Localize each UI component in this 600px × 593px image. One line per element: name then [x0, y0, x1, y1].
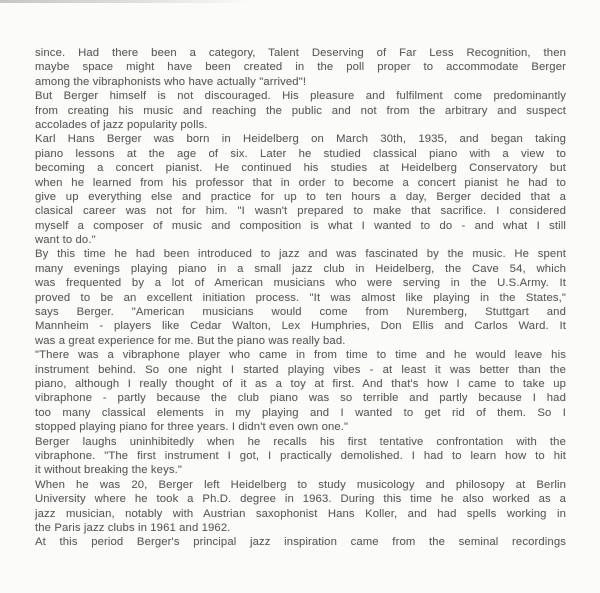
text-line: was a great experience for me. But the piano was really bad. — [35, 334, 346, 347]
text-line: want to do." — [35, 234, 96, 247]
liner-notes-text — [35, 46, 566, 550]
text-line: Mannheim - players like Cedar Walton, Lex Humphries, Don Ellis and Carlos Ward. It — [35, 320, 566, 333]
text-line: University where he took a Ph.D. degree in 1963. During this time he also worked as a — [35, 493, 566, 506]
text-line: becoming a concert pianist. He continued his studies at Heidelberg Conservatory but — [35, 162, 566, 175]
text-line: accolades of jazz popularity polls. — [35, 118, 208, 131]
text-line: When he was 20, Berger left Heidelberg to study musicology and philosopy at Berlin — [35, 478, 566, 491]
text-line: maybe space might have been created in the poll proper to accommodate Berger — [35, 61, 566, 74]
scan-artifact-line — [0, 0, 278, 3]
text-line: piano lessons at the age of six. Later he studied classical piano with a view to — [35, 147, 566, 160]
text-line: But Berger himself is not discouraged. His pleasure and fulfilment come predominantly — [35, 90, 566, 103]
text-line: it without breaking the keys." — [35, 464, 183, 477]
text-line: stopped playing piano for three years. I didn't even own one." — [35, 421, 349, 434]
text-line: was frequented by a lot of American musicians who were serving in the U.S.Army. It — [35, 277, 566, 290]
text-line: instrument behind. So one night I started playing vibes - at least it was better than the — [35, 363, 566, 376]
text-line: At this period Berger's principal jazz inspiration came from the seminal recordings — [35, 536, 566, 549]
text-line: Karl Hans Berger was born in Heidelberg on March 30th, 1935, and began taking — [35, 133, 566, 146]
text-line: myself a composer of music and composition is what I wanted to do - and what I still — [35, 219, 566, 232]
text-line: jazz musician, notably with Austrian saxophonist Hans Koller, and had spells working in — [35, 507, 566, 520]
text-line: vibraphone - partly because the club piano was so terrible and partly because I had — [35, 392, 566, 405]
text-line: "There was a vibraphone player who came in from time to time and he would leave his — [35, 349, 566, 362]
text-line: from creating his music and reaching the public and not from the arbitrary and suspect — [35, 104, 566, 117]
text-line: By this time he had been introduced to jazz and was fascinated by the music. He spent — [35, 248, 566, 261]
text-line: piano, although I really thought of it as a toy at first. And that's how I came to take up — [35, 377, 566, 390]
text-line: many evenings playing piano in a small jazz club in Heidelberg, the Cave 54, which — [35, 262, 566, 275]
text-line: give up everything else and practice for up to ten hours a day, Berger decided that a — [35, 190, 566, 203]
text-line: too many classical elements in my playing and I wanted to get rid of them. So I — [35, 406, 566, 419]
text-line: says Berger. "American musicians would come from Nuremberg, Stuttgart and — [35, 306, 566, 319]
text-line: clasical career was not for him. "I wasn't prepared to make that sacrifice. I considered — [35, 205, 566, 218]
text-line: Berger laughs uninhibitedly when he recalls his first tentative confrontation with the — [35, 435, 566, 448]
text-line: among the vibraphonists who have actually "arrived"! — [35, 75, 307, 88]
text-line: when he learned from his professor that in order to become a concert pianist he had to — [35, 176, 566, 189]
text-line: the Paris jazz clubs in 1961 and 1962. — [35, 521, 231, 534]
text-line: proved to be an excellent initiation process. "It was almost like playing in the States," — [35, 291, 566, 304]
text-line: since. Had there been a category, Talent Deserving of Far Less Recognition, then — [35, 47, 566, 59]
text-line: vibraphone. "The first instrument I got, I practically demolished. I had to learn how to hit — [35, 449, 566, 462]
